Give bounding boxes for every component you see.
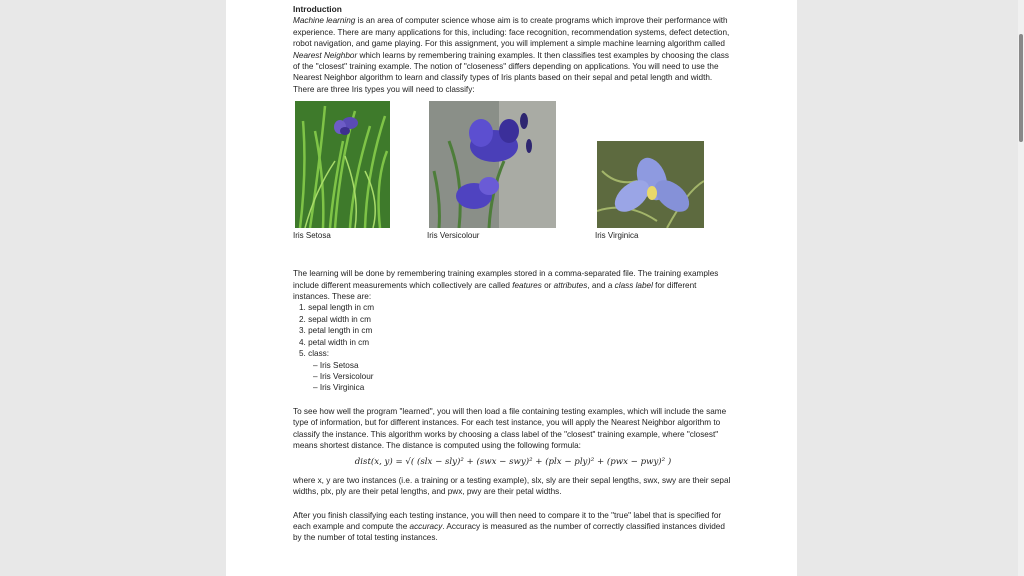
document-page bbox=[226, 0, 797, 576]
feature-list bbox=[293, 302, 733, 393]
iris-figures bbox=[293, 101, 733, 243]
list-item: 4. petal width in cm bbox=[299, 337, 370, 347]
iris-versicolour-image bbox=[429, 101, 556, 228]
formula-explanation: where x, y are two instances (i.e. a training or a testing example), slx, sly are their sepal lengths, swx, swy are their sepal widths, plx, ply are their petal lengths, and pwx, pwy are their petal widths. bbox=[293, 475, 731, 497]
iris-virginica-image bbox=[597, 141, 704, 228]
caption-iris-setosa: Iris Setosa bbox=[293, 231, 331, 241]
distance-formula: dist(x, y) = √( (slx − sly)² + (swx − swy)² + (plx − ply)² + (pwx − pwy)² ) bbox=[354, 457, 672, 468]
testing-paragraph: To see how well the program "learned", you will then load a file containing testing examples, which will include the same type of information, but for different instances. For each test instance, you will apply the Nearest Neighbor algorithm to classify the instance. This algorithm works by choosing a class label of the "closest" training example, where "closest" means shortest distance. The distance is computed using the following formula: bbox=[293, 406, 727, 450]
list-item: – Iris Versicolour bbox=[313, 371, 374, 381]
list-item: 5. class: bbox=[299, 349, 330, 359]
iris-setosa-image bbox=[295, 101, 390, 228]
list-item: 1. sepal length in cm bbox=[299, 303, 375, 313]
list-item: – Iris Virginica bbox=[313, 383, 365, 393]
list-item: 3. petal length in cm bbox=[299, 326, 373, 336]
term-nearest-neighbor: Nearest Neighbor bbox=[293, 50, 358, 60]
caption-iris-versicolour: Iris Versicolour bbox=[427, 231, 480, 241]
document-body bbox=[293, 4, 733, 544]
vertical-scrollbar[interactable] bbox=[1018, 0, 1024, 576]
term-machine-learning: Machine learning bbox=[293, 16, 356, 26]
intro-paragraph: Machine learning is an area of computer science whose aim is to create programs which improve their performance with experience. There are many applications for this, including: face recognition, recommendation systems, defect detection, robot navigation, and game playing. For this assignment, you will implement a simple machine learning algorithm called Nearest Neighbor which learns by remembering training examples. It then classifies test examples by choosing the class of the "closest" training example. The notion of "closeness" differs depending on applications. You will need to use the Nearest Neighbor algorithm to learn and classify types of Iris plants based on their sepal and petal length and width. There are three Iris types you will need to classify: bbox=[293, 16, 730, 94]
learning-paragraph: The learning will be done by remembering training examples stored in a comma-separated file. The training examples include different measurements which collectively are called features or attributes, and a class label for different instances. These are: bbox=[293, 269, 719, 302]
list-item: 2. sepal width in cm bbox=[299, 314, 371, 324]
list-item: – Iris Setosa bbox=[313, 360, 359, 370]
caption-iris-virginica: Iris Virginica bbox=[595, 231, 639, 241]
section-heading: Introduction bbox=[293, 4, 342, 14]
scrollbar-thumb[interactable] bbox=[1019, 34, 1023, 142]
accuracy-paragraph: After you finish classifying each testing instance, you will then need to compare it to the "true" label that is specified for each example and compute the accuracy. Accuracy is measured as the number of correctly classified instances divided by the number of total testing instances. bbox=[293, 510, 725, 543]
